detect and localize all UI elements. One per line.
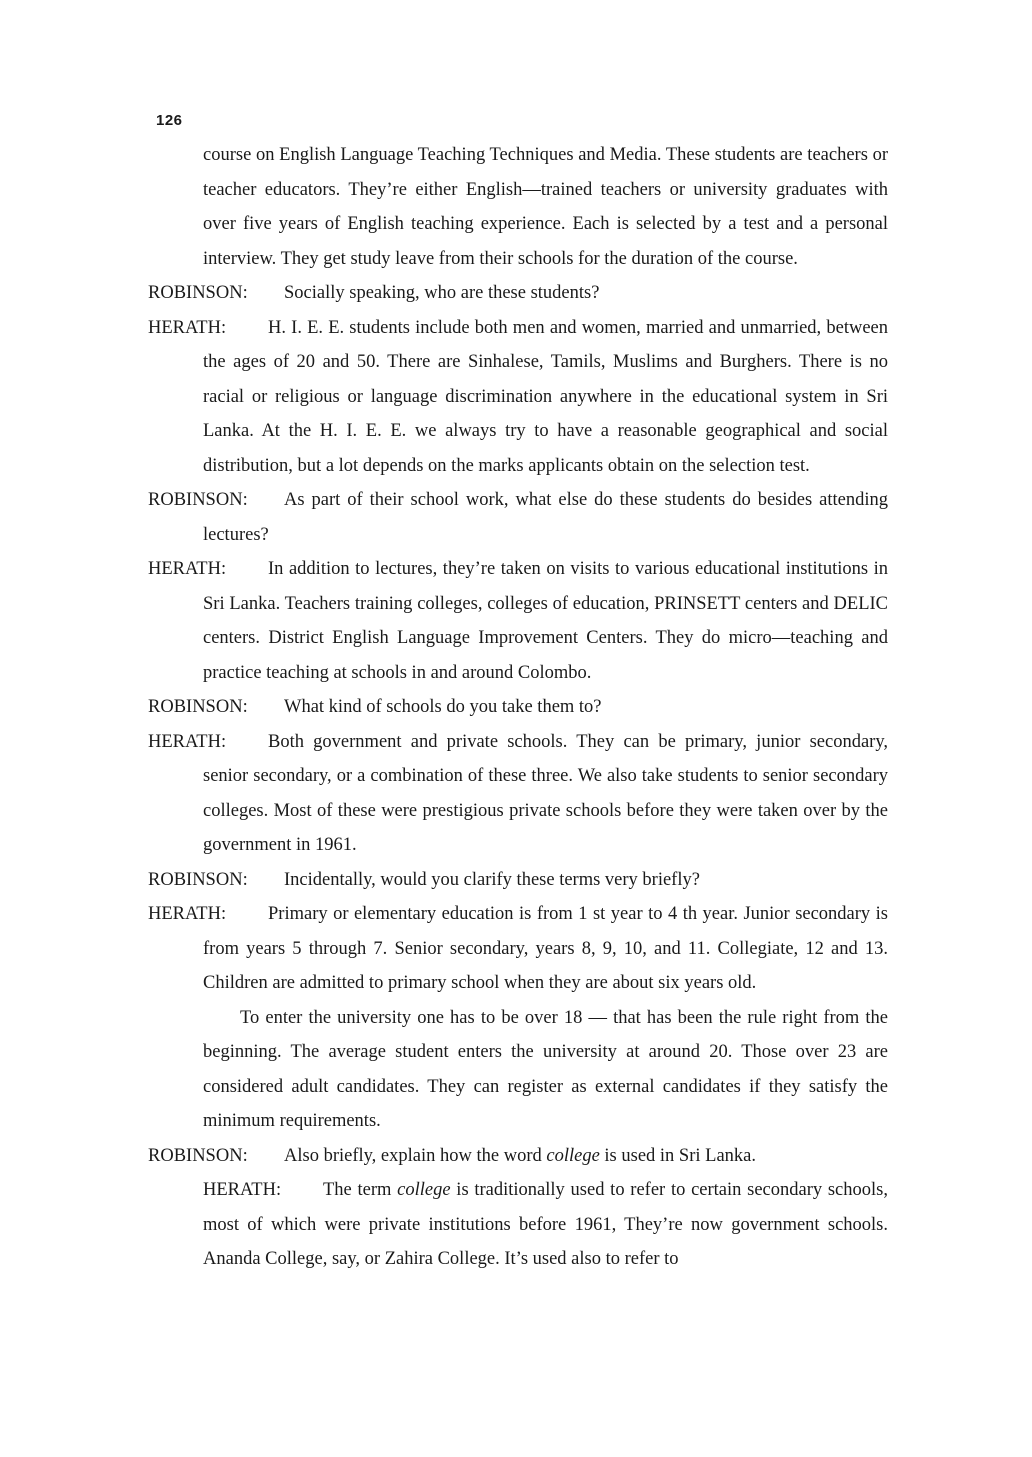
paragraph-text: To enter the university one has to be over 18 — that has been the rule right from the beginning. The average student enters the university at around 20. Those over 23 are considered adult candidates. They can register as external candidates if they satisfy the minimum requirements. [203,1007,888,1131]
page-number: 126 [156,112,183,129]
paragraph-text: Primary or elementary education is from 1 st year to 4 th year. Junior secondary is from years 5 through 7. Senior secondary, years 8, 9, 10, and 11. Collegiate, 12 and 13. Children are admitted to primary school when they are about six years old. [203,904,888,993]
paragraph-text-before: The term [323,1180,398,1200]
emphasized-word: college [546,1145,600,1166]
speaker-label: ROBINSON: [148,490,248,510]
robinson-question-3 [148,690,888,725]
paragraph-text: Incidentally, would you clarify these terms very briefly? [284,869,700,890]
speaker-label: HERATH: [203,1180,282,1200]
paragraph-text-before: Also briefly, explain how the word [284,1145,547,1166]
robinson-question-1 [148,276,888,311]
interview-transcript [148,138,888,1277]
herath-answer-5 [148,1173,888,1277]
continuation-paragraph [148,138,888,276]
herath-answer-3 [148,725,888,863]
indented-paragraph [148,1001,888,1139]
paragraph-text: Socially speaking, who are these students? [284,283,600,303]
emphasized-word: college [397,1180,451,1200]
paragraph-text: H. I. E. E. students include both men and women, married and unmarried, between the ages of 20 and 50. There are Sinhalese, Tamils, Muslims and Burghers. There is no racial or religious or language discrimination anywhere in the educational system in Sri Lanka. At the H. I. E. E. we always try to have a reasonable geographical and social distribution, but a lot depends on the marks applicants obtain on the selection test. [203,317,888,476]
herath-answer-1 [148,311,888,484]
speaker-label: ROBINSON: [148,869,248,890]
robinson-question-2 [148,483,888,552]
robinson-question-5 [148,1139,888,1174]
paragraph-text: course on English Language Teaching Techniques and Media. These students are teachers or teacher educators. They’re either English—trained teachers or university graduates with over five years of English teaching experience. Each is selected by a test and a personal interview. They get study leave from their schools for the duration of the course. [203,145,888,269]
robinson-question-4 [148,863,888,898]
speaker-label: HERATH: [148,904,227,924]
paragraph-text: As part of their school work, what else do these students do besides attending lectures? [203,490,888,545]
speaker-label: ROBINSON: [148,1145,248,1166]
herath-answer-4 [148,897,888,1001]
paragraph-text: In addition to lectures, they’re taken on visits to various educational institutions in Sri Lanka. Teachers training colleges, colleges of education, PRINSETT centers and DELIC centers. District English Language Improvement Centers. They do micro—teaching and practice teaching at schools in and around Colombo. [203,559,888,683]
speaker-label: ROBINSON: [148,697,248,717]
speaker-label: HERATH: [148,559,227,579]
paragraph-text-after: is used in Sri Lanka. [599,1145,756,1166]
speaker-label: ROBINSON: [148,283,248,303]
herath-answer-2 [148,552,888,690]
paragraph-text-after: is traditionally used to refer to certain secondary schools, most of which were private institutions before 1961, They’re now government schools. Ananda College, say, or Zahira College. It’s used also to refer to [203,1180,888,1269]
paragraph-text: What kind of schools do you take them to? [284,697,602,717]
paragraph-text: Both government and private schools. They can be primary, junior secondary, senior secondary, or a combination of these three. We also take students to senior secondary colleges. Most of these were prestigious private schools before they were taken over by the government in 1961. [203,731,888,855]
speaker-label: HERATH: [148,317,227,338]
speaker-label: HERATH: [148,731,227,752]
